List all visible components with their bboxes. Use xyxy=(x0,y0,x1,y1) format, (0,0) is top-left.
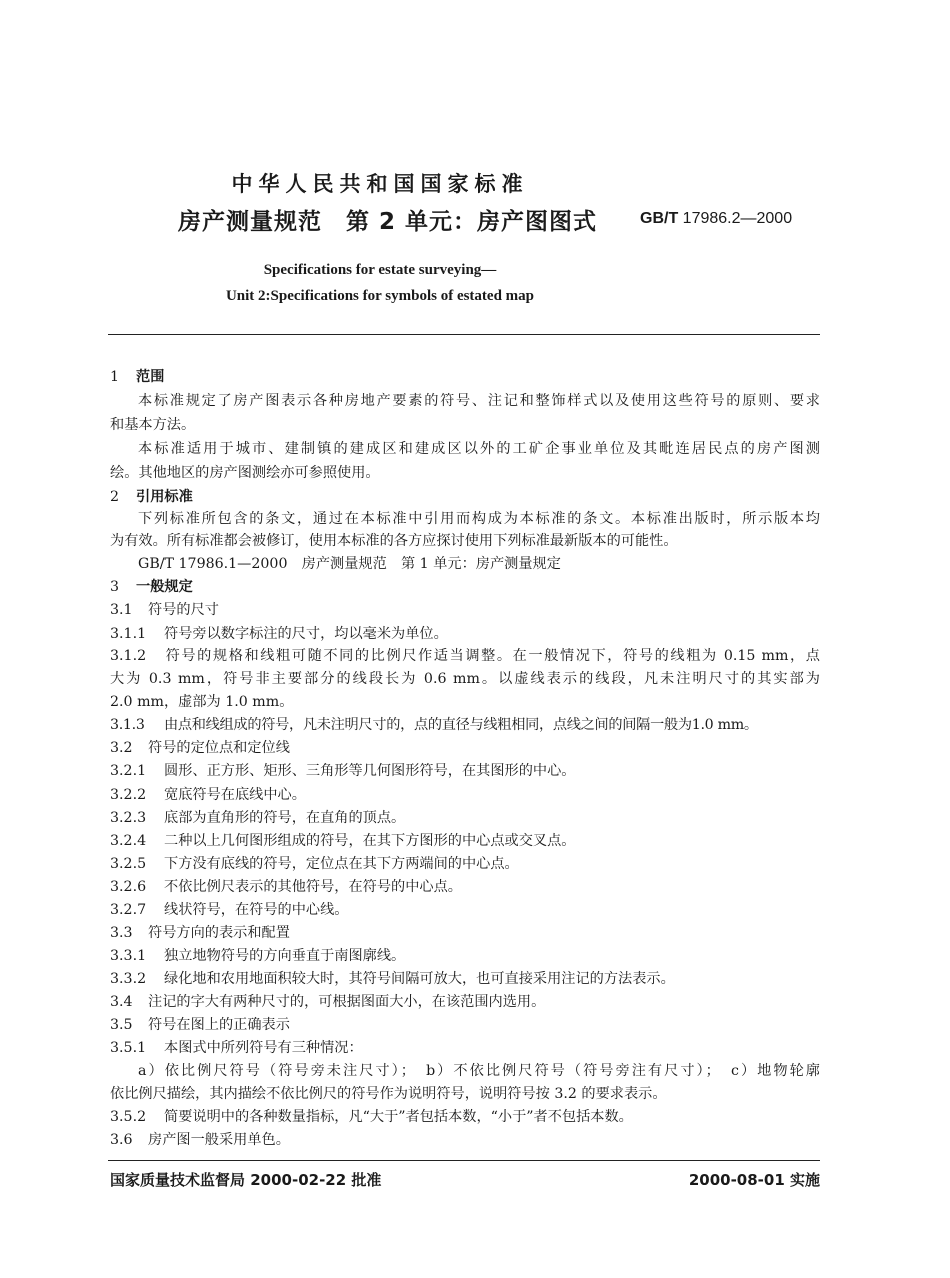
clause-3-1: 3.1 符号的尺寸 xyxy=(110,602,219,618)
approval-date: 国家质量技术监督局 2000-02-22 批准 xyxy=(110,1171,382,1189)
clause-3-2-7: 3.2.7 线状符号，在符号的中心线。 xyxy=(110,902,349,918)
clause-3-3-1: 3.3.1 独立地物符号的方向垂直于南图廓线。 xyxy=(110,948,406,964)
clause-3-4: 3.4 注记的字大有两种尺寸的，可根据图面大小，在该范围内选用。 xyxy=(110,994,546,1010)
clause-3-2-4: 3.2.4 二种以上几何图形组成的符号，在其下方图形的中心点或交叉点。 xyxy=(110,833,576,849)
national-standard-heading: 中华人民共和国国家标准 xyxy=(231,172,529,196)
implementation-date: 2000-08-01 实施 xyxy=(688,1171,820,1189)
clause-3-5-1: 3.5.1 本图式中所列符号有三种情况： xyxy=(110,1040,363,1056)
paragraph-line: 和基本方法。 xyxy=(110,417,196,433)
clause-3-1-3: 3.1.3 由点和线组成的符号，凡未注明尺寸的，点的直径与线粗相同，点线之间的间隔一般为1.0 mm。 xyxy=(110,717,758,733)
paragraph-line: 下列标准所包含的条文，通过在本标准中引用而构成为本标准的条文。本标准出版时，所示版本均 xyxy=(138,511,820,527)
paragraph-line: 本标准适用于城市、建制镇的建成区和建成区以外的工矿企事业单位及其毗连居民点的房产图测 xyxy=(138,441,820,457)
paragraph-line: 大为 0.3 mm，符号非主要部分的线段长为 0.6 mm。以虚线表示的线段，凡未注明尺寸的其实部为 xyxy=(110,671,820,687)
footer-divider xyxy=(108,1160,820,1161)
clause-3-3: 3.3 符号方向的表示和配置 xyxy=(110,925,290,941)
reference-standard: GB/T 17986.1—2000 房产测量规范 第 1 单元：房产测量规定 xyxy=(138,556,561,572)
clause-3-5-2: 3.5.2 简要说明中的各种数量指标，凡“大于”者包括本数，“小于”者不包括本数。 xyxy=(110,1109,633,1125)
standard-prefix: GB/T xyxy=(640,210,679,227)
clause-3-2-5: 3.2.5 下方没有底线的符号，定位点在其下方两端间的中心点。 xyxy=(110,856,519,872)
clause-3-3-2: 3.3.2 绿化地和农用地面积较大时，其符号间隔可放大，也可直接采用注记的方法表示。 xyxy=(110,971,675,987)
clause-3-2-3: 3.2.3 底部为直角形的符号，在直角的顶点。 xyxy=(110,810,406,826)
standard-number xyxy=(640,210,792,228)
clause-3-1-2: 3.1.2 符号的规格和线粗可随不同的比例尺作适当调整。在一般情况下，符号的线粗为 0.15 mm，点 xyxy=(110,648,820,664)
paragraph-line: 2.0 mm，虚部为 1.0 mm。 xyxy=(110,694,294,710)
paragraph-line: 为有效。所有标准都会被修订，使用本标准的各方应探讨使用下列标准最新版本的可能性。 xyxy=(110,533,678,549)
clause-3-6: 3.6 房产图一般采用单色。 xyxy=(110,1132,290,1148)
english-title-line-1: Specifications for estate surveying— xyxy=(263,262,497,278)
section-heading-1: 1 范围 xyxy=(110,369,165,385)
clause-3-2-6: 3.2.6 不依比例尺表示的其他符号，在符号的中心点。 xyxy=(110,879,462,895)
paragraph-line: 本标准规定了房产图表示各种房地产要素的符号、注记和整饰样式以及使用这些符号的原则、要求 xyxy=(138,393,820,409)
standard-code: 17986.2—2000 xyxy=(682,210,793,227)
clause-3-1-1: 3.1.1 符号旁以数字标注的尺寸，均以毫米为单位。 xyxy=(110,626,448,642)
paragraph-line: a）依比例尺符号（符号旁未注尺寸）； b）不依比例尺符号（符号旁注有尺寸）； c）地物轮廓 xyxy=(138,1063,820,1079)
section-heading-2: 2 引用标准 xyxy=(110,489,193,505)
paragraph-line: 依比例尺描绘，其内描绘不依比例尺的符号作为说明符号，说明符号按 3.2 的要求表示。 xyxy=(110,1086,667,1102)
clause-3-5: 3.5 符号在图上的正确表示 xyxy=(110,1017,290,1033)
paragraph-line: 绘。其他地区的房产图测绘亦可参照使用。 xyxy=(110,465,380,481)
clause-3-2-2: 3.2.2 宽底符号在底线中心。 xyxy=(110,787,306,803)
clause-3-2: 3.2 符号的定位点和定位线 xyxy=(110,740,290,756)
document-title: 房产测量规范 第 2 单元：房产图图式 xyxy=(178,209,598,235)
clause-3-2-1: 3.2.1 圆形、正方形、矩形、三角形等几何图形符号，在其图形的中心。 xyxy=(110,763,576,779)
section-heading-3: 3 一般规定 xyxy=(110,579,193,595)
header-divider xyxy=(108,334,820,335)
english-title-line-2: Unit 2:Specifications for symbols of estated map xyxy=(225,288,535,304)
